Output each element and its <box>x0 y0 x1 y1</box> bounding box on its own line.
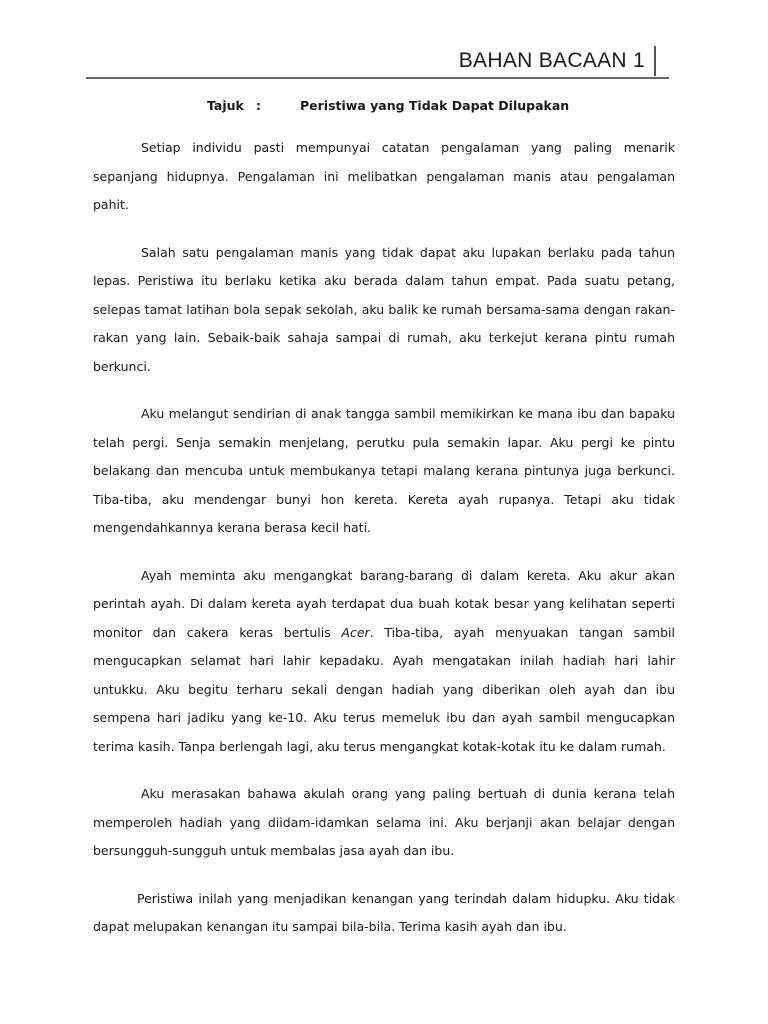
header-rule <box>86 77 669 79</box>
tajuk-label: Tajuk <box>207 98 244 113</box>
brand-name: Acer <box>341 624 370 640</box>
paragraph-4-after: . Tiba-tiba, ayah menyuakan tangan sambil mengucapkan selamat hari lahir kepadaku. Ayah mengatakan inilah hadiah hari lahir untukku. Aku begitu terharu sekali dengan hadiah yang diberikan oleh ayah dan ibu sempena hari jadiku yang ke-10. Aku terus memeluk ibu dan ayah sambil mengucapkan terima kasih. Tanpa berlengah lagi, aku terus mengangkat kotak-kotak itu ke dalam rumah. <box>93 624 675 754</box>
paragraph-1: Setiap individu pasti mempunyai catatan pengalaman yang paling menarik sepanjang hidupnya. Pengalaman ini melibatkan pengalaman manis atau pengalaman pahit. <box>93 140 675 212</box>
page-title: BAHAN BACAAN 1 <box>458 49 645 72</box>
article-body <box>93 134 675 961</box>
paragraph-4 <box>93 562 675 762</box>
tajuk-value: Peristiwa yang Tidak Dapat Dilupakan <box>300 98 570 113</box>
tajuk-separator: : <box>256 98 261 113</box>
paragraph-2: Salah satu pengalaman manis yang tidak dapat aku lupakan berlaku pada tahun lepas. Peristiwa itu berlaku ketika aku berada dalam tahun empat. Pada suatu petang, selepas tamat latihan bola sepak sekolah, aku balik ke rumah bersama-sama dengan rakan-rakan yang lain. Sebaik-baik sahaja sampai di rumah, aku terkejut kerana pintu rumah berkunci. <box>93 244 675 374</box>
page-header <box>86 46 669 80</box>
header-vertical-bar <box>654 46 656 76</box>
paragraph-6: Peristiwa inilah yang menjadikan kenangan yang terindah dalam hidupku. Aku tidak dapat melupakan kenangan itu sampai bila-bila. Terima kasih ayah dan ibu. <box>93 890 675 934</box>
paragraph-3: Aku melangut sendirian di anak tangga sambil memikirkan ke mana ibu dan bapaku telah pergi. Senja semakin menjelang, perutku pula semakin lapar. Aku pergi ke pintu belakang dan mencuba untuk membukanya tetapi malang kerana pintunya juga berkunci. Tiba-tiba, aku mendengar bunyi hon kereta. Kereta ayah rupanya. Tetapi aku tidak mengendahkannya kerana berasa kecil hati. <box>93 406 675 535</box>
paragraph-5: Aku merasakan bahawa akulah orang yang paling bertuah di dunia kerana telah memperoleh hadiah yang diidam-idamkan selama ini. Aku berjanji akan belajar dengan bersungguh-sungguh untuk membalas jasa ayah dan ibu. <box>93 786 675 858</box>
paragraph-4-before: Ayah meminta aku mengangkat barang-barang di dalam kereta. Aku akur akan perintah ayah. Di dalam kereta ayah terdapat dua buah kotak besar yang kelihatan seperti monitor dan cakera keras bertulis <box>93 567 675 640</box>
